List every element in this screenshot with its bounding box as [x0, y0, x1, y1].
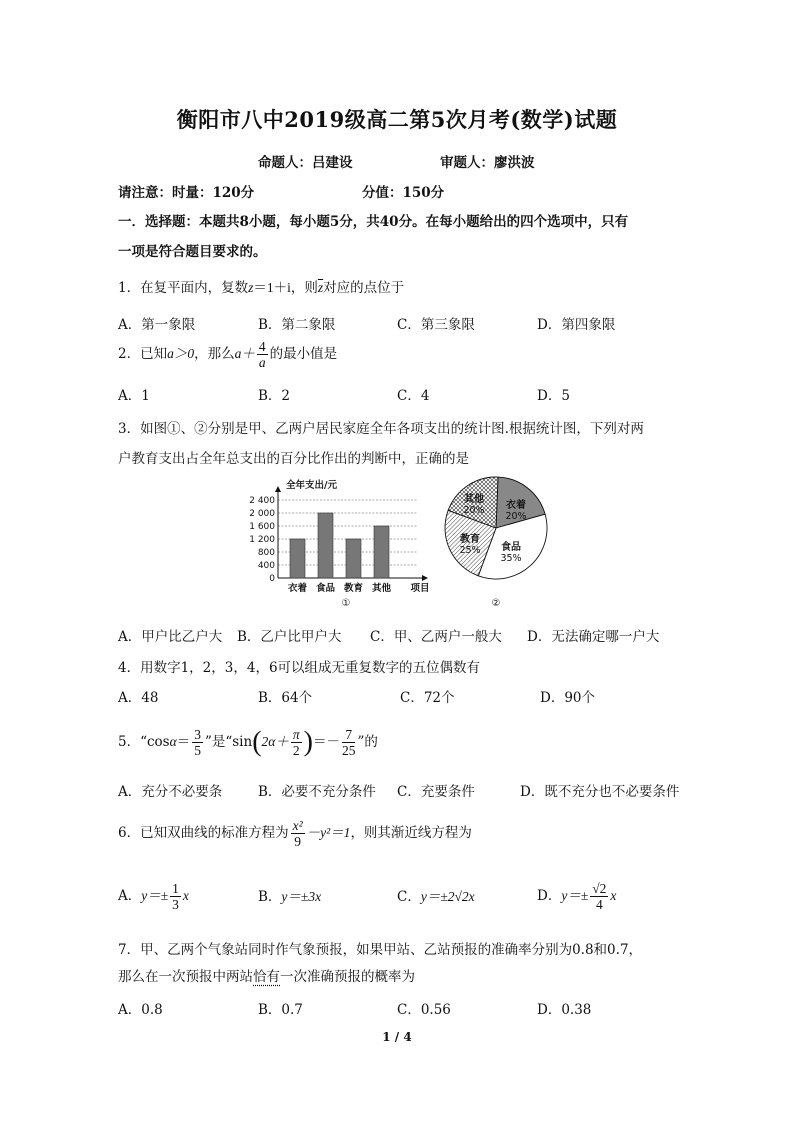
q1-option-a[interactable]: A．第一象限: [118, 317, 196, 333]
x-tick-label: 食品: [315, 583, 336, 594]
q2-post: 的最小值是: [269, 346, 338, 362]
pie-slice-percent: 35%: [500, 553, 522, 564]
q4-option-b[interactable]: B．64个: [258, 690, 313, 706]
q6-option-c[interactable]: C．y＝±2√2x: [397, 889, 475, 905]
q2-cond: a＞0: [167, 346, 195, 361]
q6-option-a[interactable]: A．y＝± $\frac{1}{3}$ x: [118, 881, 189, 912]
y-tick-label: 1 600: [249, 522, 275, 532]
q1-option-d[interactable]: D．第四象限: [537, 317, 616, 333]
bar: [290, 539, 305, 578]
q2-a: a＋: [234, 346, 255, 361]
q5-option-c[interactable]: C．充要条件: [397, 784, 475, 800]
pie-slice-label: 衣着: [506, 500, 526, 511]
q4-option-c[interactable]: C．72个: [400, 690, 455, 706]
y-tick-label: 0: [269, 574, 275, 584]
q5-paren-close: ): [303, 726, 313, 758]
question-2: [118, 339, 337, 370]
q6-pre: 6．已知双曲线的标准方程为: [118, 825, 289, 841]
q2-text: 2．已知: [118, 346, 168, 362]
setter: 命题人：吕建设: [258, 155, 353, 171]
bar: [346, 539, 361, 578]
q2-mid: ，那么: [194, 346, 235, 362]
q1-eq: ＝1＋i: [253, 280, 291, 295]
q5-inner: 2α＋: [261, 734, 289, 749]
q5-fraction-2: $\frac{\pi}{2}$: [292, 727, 300, 758]
x-tick-label: 教育: [343, 583, 364, 594]
q1-zbar: $\overline{z}$: [317, 280, 324, 295]
q1-post: 对应的点位于: [323, 280, 405, 296]
question-7-line2: 那么在一次预报中两站恰有一次准确预报的概率为: [118, 969, 415, 985]
q5-option-b[interactable]: B．必要不充分条件: [258, 784, 376, 800]
q2-fraction: $\frac{4}{a}$: [258, 339, 266, 370]
q6-option-b[interactable]: B．y＝±3x: [258, 889, 322, 905]
q5-eq2: ＝－: [312, 734, 340, 749]
q7-option-d[interactable]: D．0.38: [537, 1002, 592, 1018]
x-axis-title: 项目: [410, 583, 430, 594]
q1-z: z: [248, 280, 254, 295]
q5-paren-open: (: [252, 726, 262, 758]
notice-score: 分值：150分: [362, 185, 445, 201]
q4-option-a[interactable]: A．48: [118, 690, 159, 706]
q7-option-c[interactable]: C．0.56: [397, 1002, 451, 1018]
pie-slice-label: 食品: [501, 542, 521, 553]
q5-alpha: α: [169, 734, 177, 749]
x-axis-arrow: [422, 575, 428, 581]
figure-1-caption: ①: [341, 598, 351, 609]
y-tick-label: 2 000: [249, 509, 275, 519]
q1-text: 1．在复平面内，复数: [118, 280, 249, 296]
q2-option-d[interactable]: D．5: [537, 388, 570, 404]
question-1: [118, 276, 404, 296]
q3-option-b[interactable]: B．乙户比甲户大: [237, 629, 342, 645]
q2-option-a[interactable]: A．1: [118, 388, 150, 404]
y-axis-title: 全年支出/元: [286, 480, 337, 491]
bar: [374, 526, 389, 578]
q2-option-c[interactable]: C．4: [397, 388, 430, 404]
q5-fraction-3: $\frac{7}{25}$: [341, 727, 356, 758]
q7-option-b[interactable]: B．0.7: [258, 1002, 303, 1018]
q5-option-a[interactable]: A．充分不必要条: [118, 784, 223, 800]
q5-pre: 5．“cos: [118, 734, 170, 750]
pie-slice-percent: 25%: [459, 545, 481, 556]
pie-slice-percent: 20%: [463, 505, 485, 516]
q1-option-c[interactable]: C．第三象限: [397, 317, 475, 333]
question-6: [118, 813, 472, 853]
page-footer: 1 / 4: [382, 1030, 412, 1044]
q5-option-d[interactable]: D．既不充分也不必要条件: [520, 784, 680, 800]
question-5: [118, 722, 378, 763]
q3-figures: [240, 476, 570, 614]
y-tick-label: 2 400: [249, 496, 275, 506]
reviewer: 审题人：廖洪波: [440, 155, 535, 171]
x-tick-label: 其他: [371, 583, 392, 594]
y-tick-label: 400: [257, 561, 275, 571]
figure-2-caption: ②: [491, 598, 501, 609]
q5-mid: ”是“sin: [204, 734, 253, 750]
pie-slice-percent: 20%: [505, 511, 527, 522]
y-axis-arrow: [275, 486, 281, 492]
q3-option-c[interactable]: C．甲、乙两户一般大: [370, 629, 502, 645]
q1-mid: ，则: [290, 280, 318, 296]
q4-option-d[interactable]: D．90个: [540, 690, 596, 706]
q6-post: ，则其渐近线方程为: [350, 825, 472, 841]
x-tick-label: 衣着: [287, 583, 308, 594]
q6-option-d[interactable]: D．y＝± $\frac{√2}{4}$ x: [537, 881, 617, 912]
q5-eq: ＝: [176, 734, 191, 749]
q1-option-b[interactable]: B．第二象限: [258, 317, 336, 333]
y-tick-label: 1 200: [249, 535, 275, 545]
section-heading-line1: 一．选择题：本题共8小题，每小题5分，共40分。在每小题给出的四个选项中，只有: [118, 214, 629, 230]
question-4: 4．用数字1，2，3，4，6可以组成无重复数字的五位偶数有: [118, 660, 481, 676]
q5-fraction-1: $\frac{3}{5}$: [194, 727, 201, 758]
question-3-line2: 户教育支出占全年总支出的百分比作出的判断中，正确的是: [118, 451, 469, 467]
question-7-line1: 7．甲、乙两个气象站同时作气象预报，如果甲站、乙站预报的准确率分别为0.8和0.7，: [118, 942, 643, 958]
q3-option-d[interactable]: D．无法确定哪一户大: [527, 629, 660, 645]
q7-emphasis: 恰有: [253, 969, 280, 985]
q2-option-b[interactable]: B．2: [258, 388, 291, 404]
exam-title: 衡阳市八中2019级高二第5次月考(数学)试题: [176, 107, 618, 132]
question-3-line1: 3．如图①、②分别是甲、乙两户居民家庭全年各项支出的统计图.根据统计图，下列对两: [118, 421, 644, 437]
pie-slice-label: 其他: [464, 494, 484, 505]
q5-post: ”的: [357, 734, 378, 750]
q6-mid: －y²＝1: [306, 825, 351, 840]
q6-fraction: $\frac{\text{x²}}{9}$: [292, 818, 303, 849]
pie-slice-label: 教育: [460, 534, 480, 545]
notice-time: 请注意：时量：120分: [118, 185, 255, 201]
q7-option-a[interactable]: A．0.8: [118, 1002, 163, 1018]
y-tick-label: 800: [257, 548, 275, 558]
q3-option-a[interactable]: A．甲户比乙户大: [118, 629, 223, 645]
bar: [318, 513, 333, 578]
section-heading-line2: 一项是符合题目要求的。: [118, 244, 267, 260]
